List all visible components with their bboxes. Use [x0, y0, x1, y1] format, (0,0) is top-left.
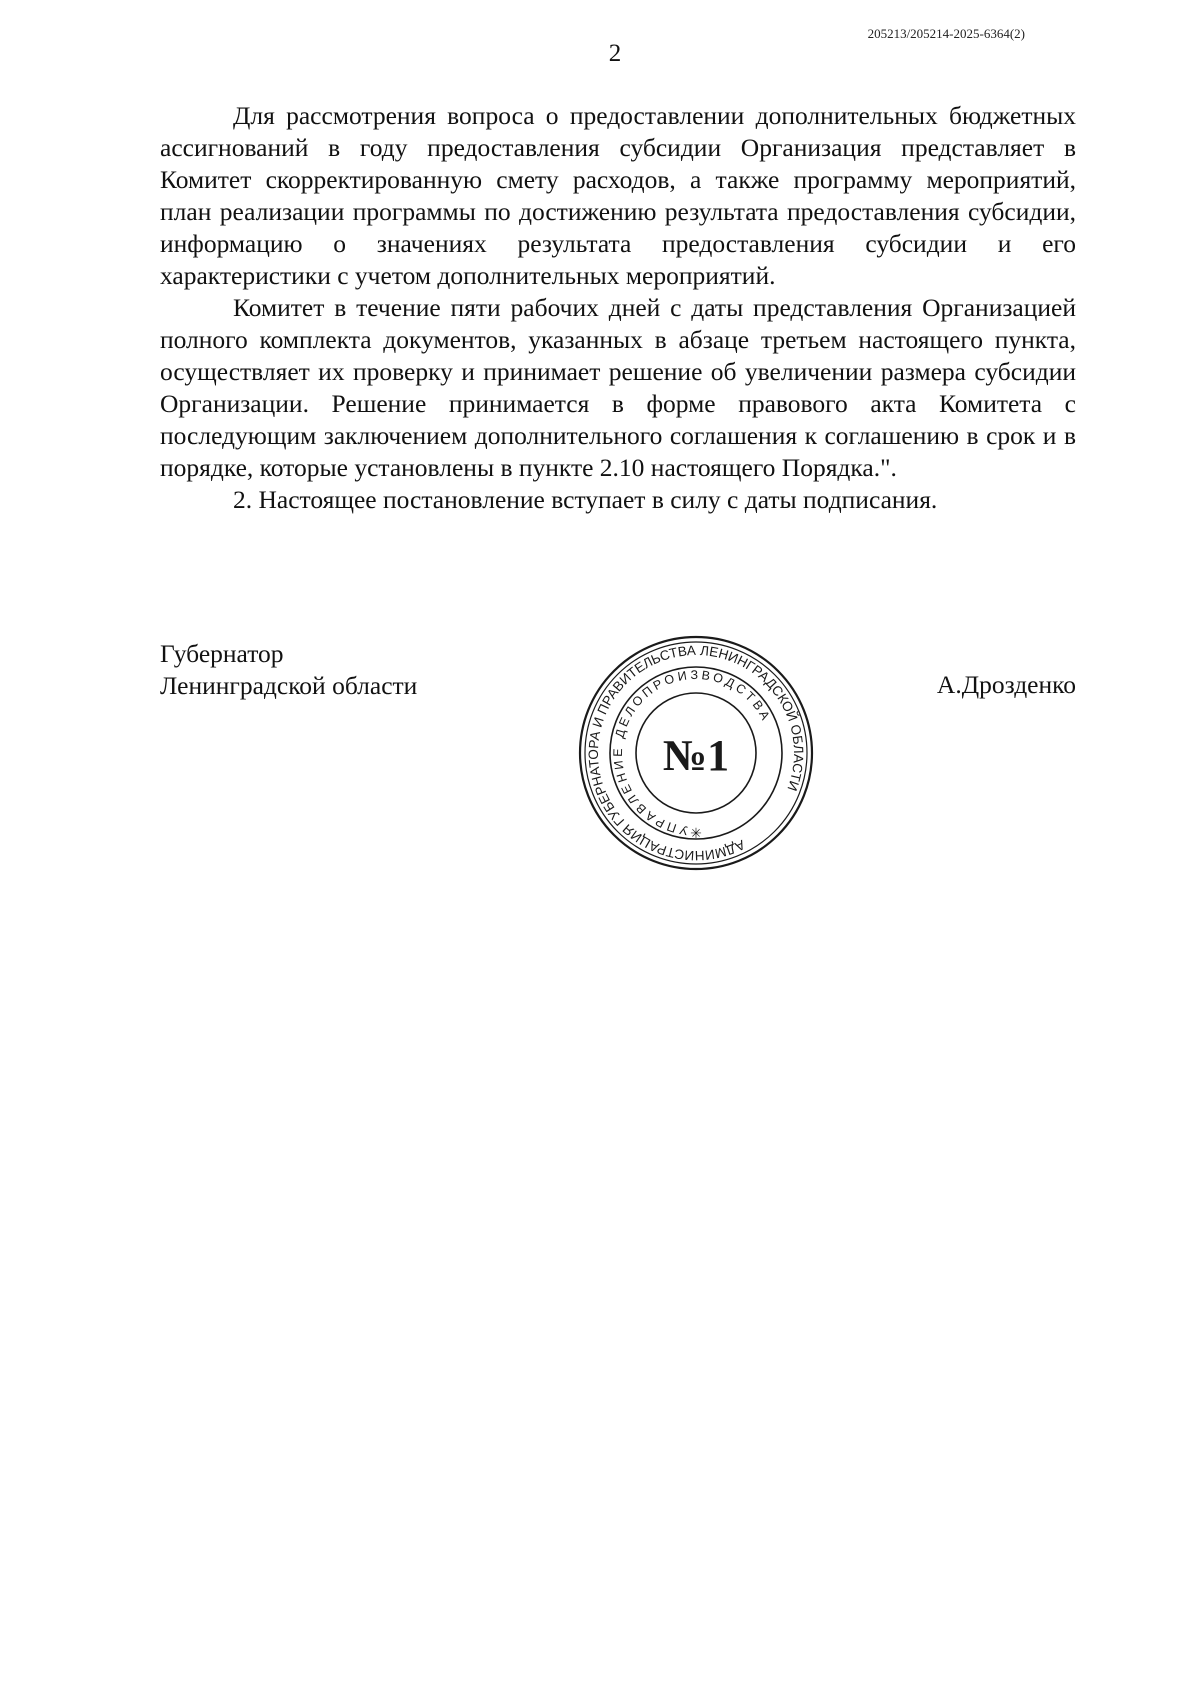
signatory-title-line: Ленинградской области — [160, 671, 418, 700]
signatory-name: А.Дрозденко — [936, 670, 1076, 699]
page-number: 2 — [608, 40, 622, 67]
stamp-number: №1 — [662, 731, 730, 780]
signatory-title-line: Губернатор — [160, 639, 284, 668]
stamp-star-icon: ✳ — [690, 826, 702, 842]
stamp-inner-text: УПРАВЛЕНИЕ ДЕЛОПРОИЗВОДСТВА — [610, 667, 774, 838]
paragraph: Комитет в течение пяти рабочих дней с даты представления Организацией полного комплекта документов, указанных в абзаце третьем настоящего пункта, осуществляет их проверку и принимает решение об увеличении размера субсидии Организации. Решение принимается в форме правового акта Комитета с последующим заключением дополнительного соглашения к соглашению в срок и в порядке, которые установлены в пункте 2.10 настоящего Порядка.". — [160, 293, 1076, 482]
official-stamp — [578, 635, 814, 871]
paragraph: Для рассмотрения вопроса о предоставлении дополнительных бюджетных ассигнований в году предоставления субсидии Организация представляет в Комитет скорректированную смету расходов, а также программу мероприятий, план реализации программы по достижению результата предоставления субсидии, информацию о значениях результата предоставления субсидии и его характеристики с учетом дополнительных мероприятий. — [160, 101, 1076, 290]
paragraph: 2. Настоящее постановление вступает в силу с даты подписания. — [233, 485, 938, 514]
document-id: 205213/205214-2025-6364(2) — [867, 26, 1025, 41]
document-body — [160, 100, 1076, 516]
stamp-outer-text: АДМИНИСТРАЦИЯ ГУБЕРНАТОРА И ПРАВИТЕЛЬСТВА ЛЕНИНГРАДСКОЙ ОБЛАСТИ — [585, 642, 807, 864]
signatory-title — [160, 638, 417, 702]
